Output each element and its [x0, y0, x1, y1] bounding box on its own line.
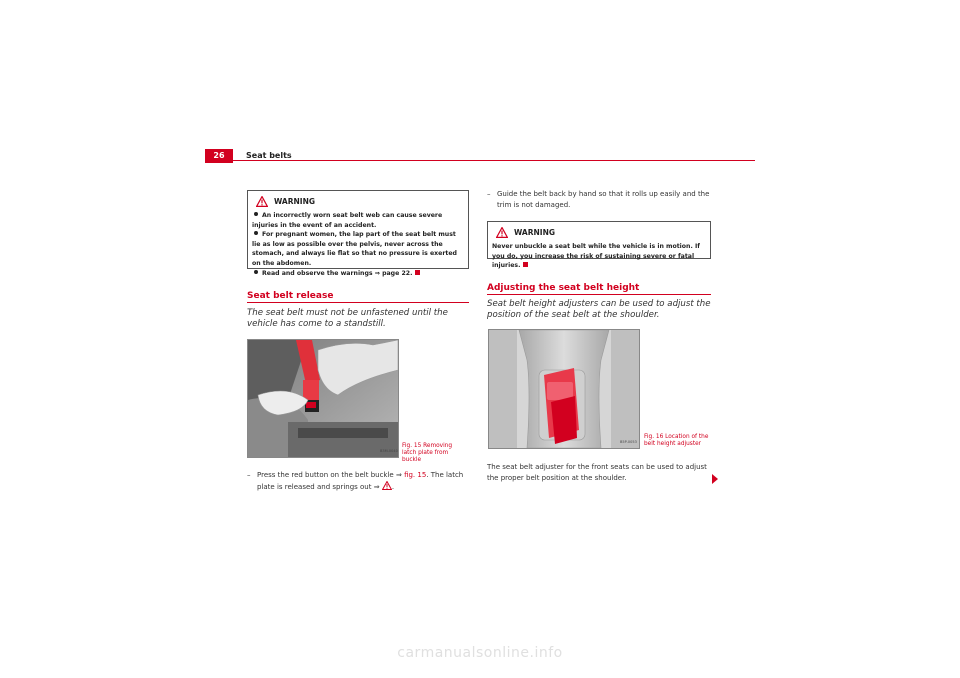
figure-code: B3M-0040 — [380, 449, 398, 453]
section-title-adjusting-height: Adjusting the seat belt height — [487, 283, 640, 293]
end-of-section-mark — [523, 262, 528, 267]
header-rule — [205, 160, 755, 161]
section-title-seat-belt-release: Seat belt release — [247, 291, 334, 301]
figure-15-caption: Fig. 15 Removing latch plate from buckle — [402, 443, 453, 463]
warning-triangle-icon — [256, 196, 268, 207]
figure-15-image — [247, 339, 399, 458]
section-lead-text: The seat belt must not be unfastened until the vehicle has come to a standstill. — [247, 308, 448, 329]
warning-text: Never unbuckle a seat belt while the vehicle is in motion. If you do, you increase the risk of sustaining severe or fatal injuries. — [492, 243, 700, 270]
warning-triangle-icon — [496, 227, 508, 238]
warning-box-2 — [487, 221, 711, 270]
warning-item: For pregnant women, the lap part of the seat belt must lie as low as possible over the pelvis, never across the stomach, and always lie flat so that no pressure is exerted on the abdomen. — [252, 231, 457, 267]
watermark: carmanualsonline.info — [397, 645, 563, 661]
instruction-step: – Guide the belt back by hand so that it rolls up easily and the trim is not damaged. — [487, 190, 710, 209]
section-lead-text: Seat belt height adjusters can be used to adjust the position of the seat belt at the shoulder. — [487, 299, 711, 320]
figure-code: B5P-0053 — [620, 440, 637, 444]
section-rule — [487, 294, 711, 295]
end-of-section-mark — [415, 270, 420, 275]
instruction-step: – Press the red button on the belt buckle ⇒ fig. 15. The latch plate is released and springs out ⇒ . — [247, 471, 464, 491]
warning-triangle-icon — [382, 481, 392, 490]
warning-box-1 — [247, 190, 469, 277]
figure-16-caption: Fig. 16 Location of the belt height adjuster — [644, 434, 709, 447]
warning-item: Read and observe the warnings ⇒ page 22. — [252, 269, 464, 279]
seat-belt-buckle-illustration — [248, 340, 398, 457]
figure-16-image — [488, 329, 640, 449]
page-reference-link[interactable]: page 22. — [382, 269, 413, 277]
section-rule — [247, 302, 469, 303]
belt-height-adjuster-illustration — [489, 330, 639, 448]
warning-title: WARNING — [514, 227, 556, 237]
warning-title: WARNING — [274, 196, 316, 206]
body-paragraph: The seat belt adjuster for the front seats can be used to adjust the proper belt position at the shoulder. — [487, 463, 707, 482]
warning-item: An incorrectly worn seat belt web can cause severe injuries in the event of an accident. — [252, 212, 443, 229]
running-header: Seat belts — [246, 151, 292, 160]
page-number: 26 — [205, 149, 233, 163]
continue-arrow-icon — [712, 474, 718, 484]
figure-reference-link[interactable]: fig. 15 — [404, 471, 427, 479]
